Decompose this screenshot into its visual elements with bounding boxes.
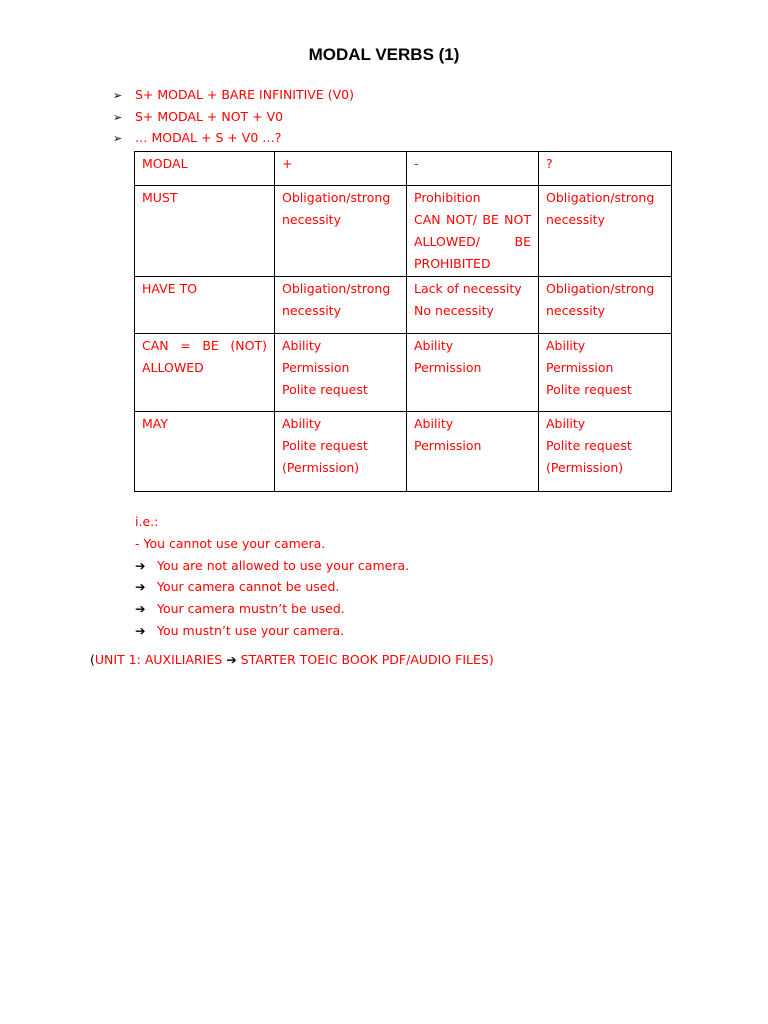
negative-cell: Prohibition CAN NOT/ BE NOT ALLOWED/ BE PROHIBITED xyxy=(407,186,539,277)
right-arrow-icon: ➔ xyxy=(135,601,146,617)
structure-text: S+ MODAL + BARE INFINITIVE (V0) xyxy=(135,87,354,102)
unit-reference xyxy=(90,652,494,667)
examples-label: i.e.: xyxy=(135,514,159,529)
example-sentence: Your camera cannot be used. xyxy=(157,579,340,595)
negative-cell: Ability Permission xyxy=(407,334,539,412)
open-paren: ( xyxy=(90,652,95,667)
structure-item xyxy=(113,84,354,106)
positive-cell: Ability Polite request (Permission) xyxy=(275,412,407,492)
page-title: MODAL VERBS (1) xyxy=(308,45,460,64)
arrowhead-bullet-icon: ➢ xyxy=(113,132,123,145)
unit-reference-right: STARTER TOEIC BOOK PDF/AUDIO FILES) xyxy=(240,652,494,667)
header-cell-negative: - xyxy=(407,152,539,186)
header-cell-modal: MODAL xyxy=(135,152,275,186)
example-item xyxy=(135,598,409,620)
example-sentence: - You cannot use your camera. xyxy=(135,535,326,551)
table-row xyxy=(135,334,672,412)
modal-verbs-table xyxy=(134,151,672,492)
example-sentence: You mustn’t use your camera. xyxy=(157,622,345,638)
table-row xyxy=(135,186,672,277)
header-cell-question: ? xyxy=(539,152,672,186)
question-cell: Ability Polite request (Permission) xyxy=(539,412,672,492)
question-cell: Obligation/strong necessity xyxy=(539,186,672,277)
right-arrow-icon: ➔ xyxy=(135,622,146,638)
structure-item xyxy=(113,106,354,128)
positive-cell: Ability Permission Polite request xyxy=(275,334,407,412)
question-cell: Obligation/strong necessity xyxy=(539,277,672,334)
positive-cell: Obligation/strong necessity xyxy=(275,277,407,334)
right-arrow-icon: ➔ xyxy=(226,652,237,667)
structure-list xyxy=(113,84,354,149)
modal-cell: MUST xyxy=(135,186,275,277)
structure-text: … MODAL + S + V0 …? xyxy=(135,130,282,145)
question-cell: Ability Permission Polite request xyxy=(539,334,672,412)
modal-cell: HAVE TO xyxy=(135,277,275,334)
structure-text: S+ MODAL + NOT + V0 xyxy=(135,108,284,124)
modal-cell: MAY xyxy=(135,412,275,492)
examples-block xyxy=(135,511,409,642)
example-sentence: You are not allowed to use your camera. xyxy=(157,557,410,573)
unit-reference-left: UNIT 1: AUXILIARIES xyxy=(94,652,223,667)
example-sentence: Your camera mustn’t be used. xyxy=(157,601,345,617)
table-header-row xyxy=(135,152,672,186)
example-item xyxy=(135,576,409,598)
modal-cell: CAN = BE (NOT) ALLOWED xyxy=(135,334,275,412)
right-arrow-icon: ➔ xyxy=(135,557,146,573)
arrowhead-bullet-icon: ➢ xyxy=(113,89,123,102)
table-row xyxy=(135,412,672,492)
table-row xyxy=(135,277,672,334)
negative-cell: Lack of necessity No necessity xyxy=(407,277,539,334)
arrowhead-bullet-icon: ➢ xyxy=(113,110,123,124)
right-arrow-icon: ➔ xyxy=(135,579,146,595)
example-item xyxy=(135,555,409,577)
example-item xyxy=(135,620,409,642)
header-cell-positive: + xyxy=(275,152,407,186)
positive-cell: Obligation/strong necessity xyxy=(275,186,407,277)
negative-cell: Ability Permission xyxy=(407,412,539,492)
structure-item xyxy=(113,127,354,149)
